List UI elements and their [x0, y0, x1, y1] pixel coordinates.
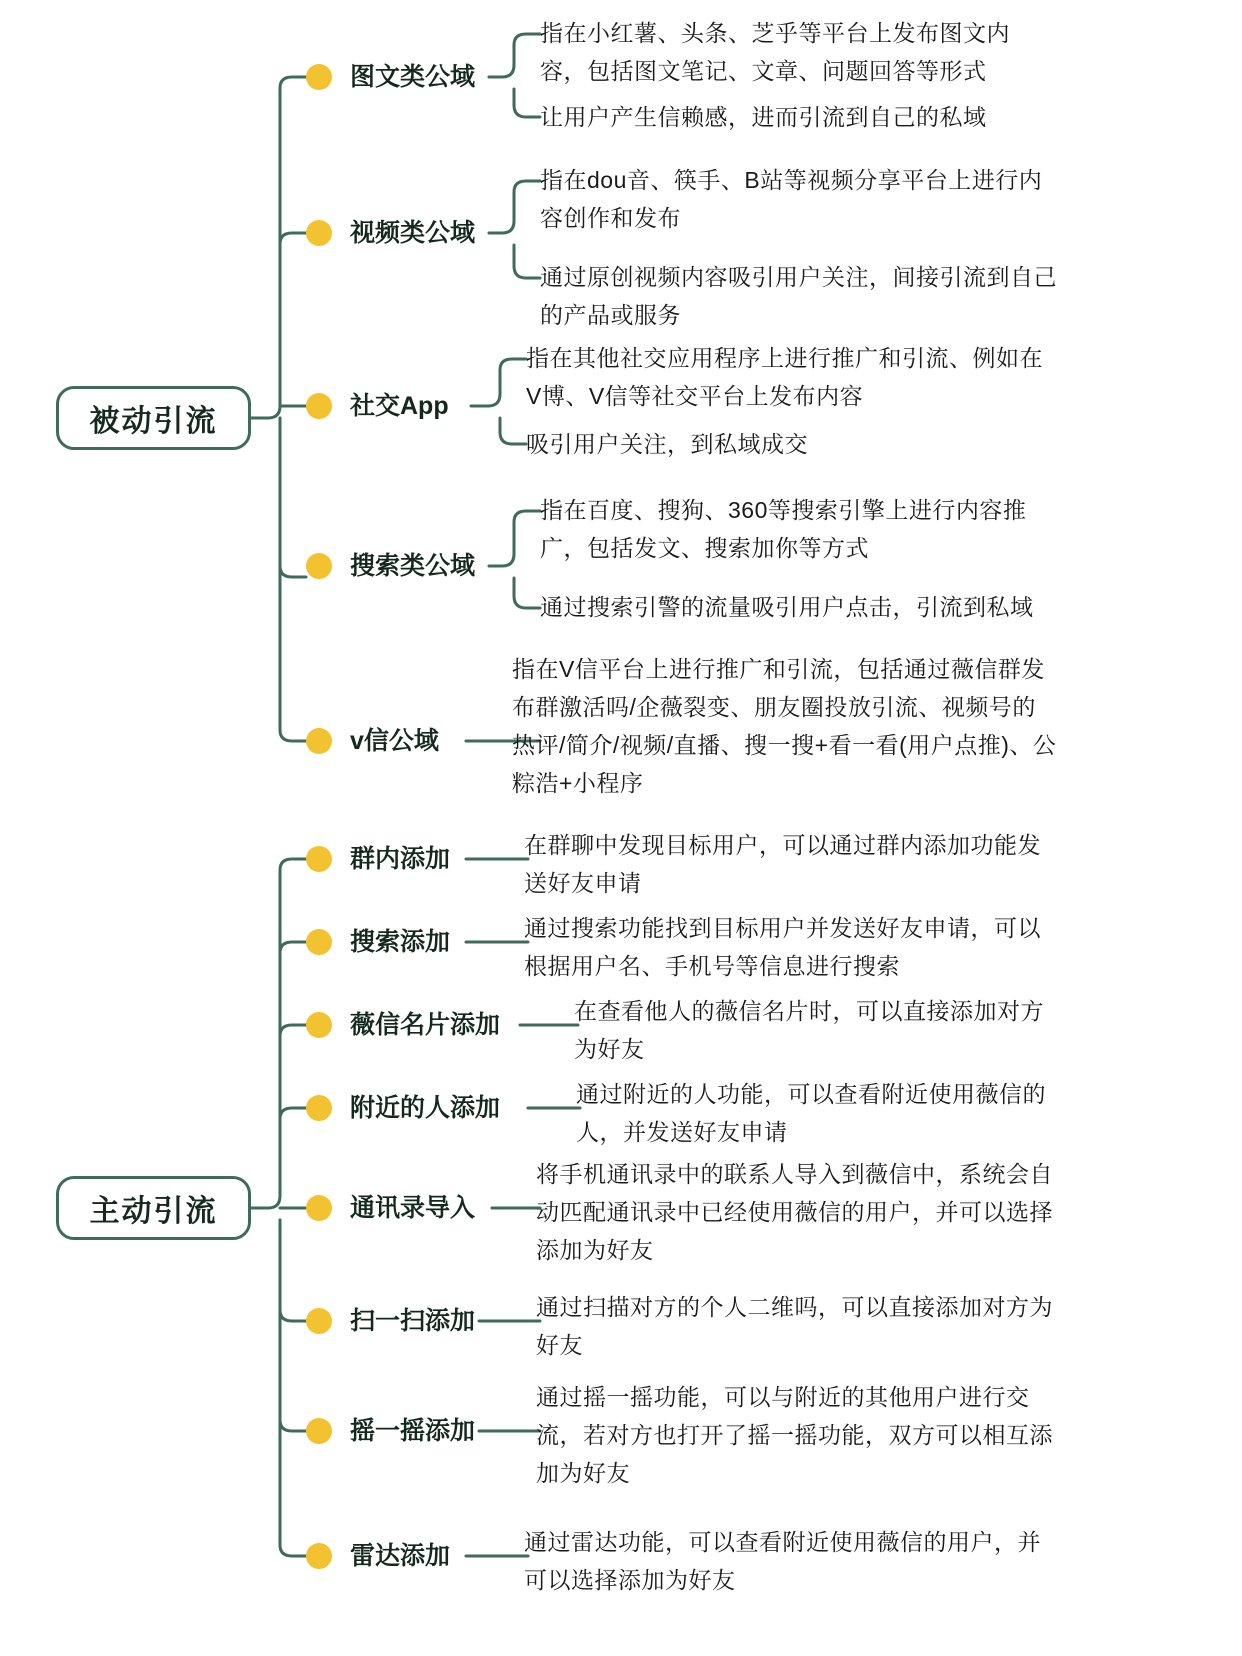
branch-dot — [306, 728, 332, 754]
branch-label[interactable]: 通讯录导入 — [350, 1194, 476, 1222]
branch-label[interactable]: 图文类公域 — [350, 63, 476, 91]
branch-dot — [306, 929, 332, 955]
leaf-text: 通过搜索引警的流量吸引用户点击，引流到私域 — [540, 594, 1034, 620]
branch-label[interactable]: 摇一摇添加 — [350, 1417, 476, 1445]
branch-label[interactable]: 群内添加 — [350, 845, 451, 873]
branch-dot — [306, 64, 332, 90]
branch-label[interactable]: 扫一扫添加 — [350, 1307, 476, 1335]
branch-dot — [306, 1543, 332, 1569]
leaf-text: 通过附近的人功能，可以查看附近使用薇信的人，并发送好友申请 — [576, 1081, 1046, 1145]
branch-label[interactable]: 雷达添加 — [350, 1542, 451, 1570]
leaf-text: 通过原创视频内容吸引用户关注，间接引流到自己的产品或服务 — [540, 264, 1057, 328]
leaf-text: 指在V信平台上进行推广和引流，包括通过薇信群发布群激活吗/企薇裂变、朋友圈投放引流、视频号的热评/简介/视频/直播、搜一搜+看一看(用户点推)、公粽浩+小程序 — [512, 656, 1057, 796]
branch-dot — [306, 1012, 332, 1038]
root-node-label: 被动引流 — [89, 405, 218, 438]
branch-dot — [306, 220, 332, 246]
leaf-text: 通过扫描对方的个人二维吗，可以直接添加对方为好友 — [536, 1294, 1053, 1358]
branch-label[interactable]: 视频类公域 — [350, 219, 476, 247]
root-node-label: 主动引流 — [89, 1195, 218, 1228]
branch-label[interactable]: 附近的人添加 — [350, 1094, 501, 1122]
leaf-text: 吸引用户关注，到私域成交 — [526, 431, 808, 457]
branch-label[interactable]: v信公域 — [350, 727, 439, 755]
leaf-text: 指在百度、搜狗、360等搜索引擎上进行内容推广，包括发文、搜索加你等方式 — [540, 497, 1027, 561]
leaf-text: 通过搜索功能找到目标用户并发送好友申请，可以根据用户名、手机号等信息进行搜索 — [524, 915, 1041, 979]
leaf-text: 通过摇一摇功能，可以与附近的其他用户进行交流，若对方也打开了摇一摇功能，双方可以相互添加为好友 — [536, 1384, 1053, 1486]
branch-label[interactable]: 社交App — [350, 392, 449, 420]
leaf-text: 指在dou音、筷手、B站等视频分享平台上进行内容创作和发布 — [540, 167, 1043, 231]
leaf-text: 指在小红薯、头条、芝乎等平台上发布图文内容，包括图文笔记、文章、问题回答等形式 — [540, 20, 1010, 84]
leaf-text: 让用户产生信赖感，进而引流到自己的私域 — [540, 104, 987, 130]
leaf-text: 在查看他人的薇信名片时，可以直接添加对方为好友 — [574, 998, 1044, 1062]
branch-dot — [306, 846, 332, 872]
branch-dot — [306, 1308, 332, 1334]
branch-dot — [306, 1095, 332, 1121]
leaf-text: 指在其他社交应用程序上进行推广和引流、例如在V博、V信等社交平台上发布内容 — [526, 345, 1043, 409]
branch-dot — [306, 553, 332, 579]
branch-dot — [306, 1195, 332, 1221]
leaf-text: 在群聊中发现目标用户，可以通过群内添加功能发送好友申请 — [524, 832, 1041, 896]
root-node-passive[interactable] — [56, 386, 251, 450]
leaf-text: 通过雷达功能，可以查看附近使用薇信的用户，并可以选择添加为好友 — [524, 1529, 1041, 1593]
branch-dot — [306, 393, 332, 419]
branch-dot — [306, 1418, 332, 1444]
leaf-text: 将手机通讯录中的联系人导入到薇信中，系统会自动匹配通讯录中已经使用薇信的用户，并可以选择添加为好友 — [536, 1161, 1053, 1263]
branch-label[interactable]: 搜索添加 — [350, 928, 451, 956]
branch-label[interactable]: 薇信名片添加 — [350, 1011, 501, 1039]
root-node-active[interactable] — [56, 1176, 251, 1240]
branch-label[interactable]: 搜索类公域 — [350, 552, 476, 580]
